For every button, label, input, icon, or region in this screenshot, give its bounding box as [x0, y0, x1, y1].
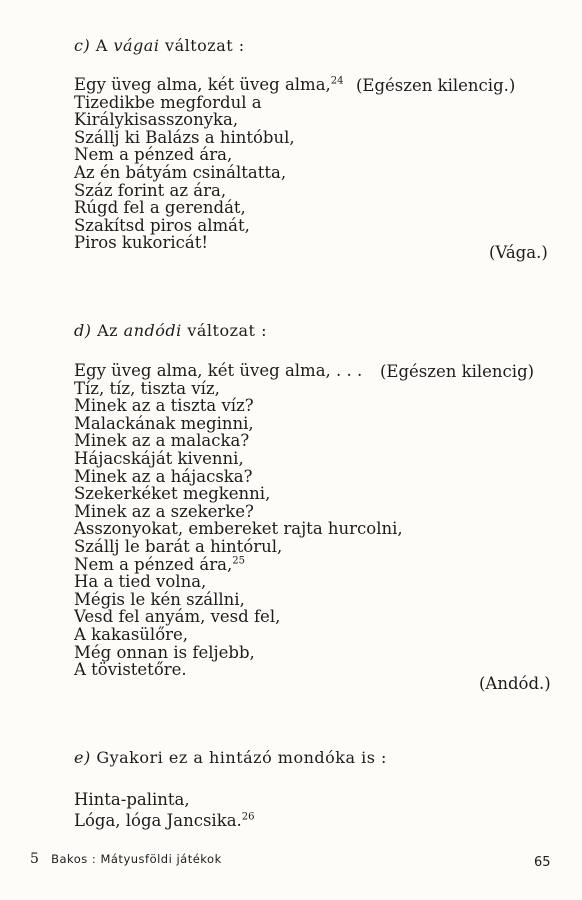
verse-line: Még onnan is feljebb,	[74, 642, 255, 662]
verse-line: Vesd fel anyám, vesd fel,	[74, 607, 281, 627]
footnote-ref: 24	[330, 75, 344, 87]
verse-line: Minek az a tiszta víz?	[74, 396, 254, 416]
section-d-location: (Andód.)	[479, 674, 551, 693]
signature-mark: 5	[30, 851, 39, 867]
section-e-letter: e)	[74, 748, 91, 767]
verse-line: Piros kukoricát!	[74, 233, 208, 253]
section-d-text-before: Az	[97, 321, 119, 340]
verse-line	[74, 556, 403, 574]
verse-line	[74, 76, 344, 94]
verse-line: Nem a pénzed ára,	[74, 145, 233, 165]
section-c-text-before: A	[95, 36, 108, 55]
verse-line: Asszonyokat, embereket rajta hurcolni,	[74, 519, 403, 539]
page-footer	[30, 851, 222, 867]
verse-line: Rúgd fel a gerendát,	[74, 198, 246, 218]
book-title: Bakos : Mátyusföldi játékok	[51, 852, 222, 866]
section-d-letter: d)	[74, 321, 92, 340]
verse-line: Hinta-palinta,	[74, 790, 190, 809]
page-number: 65	[534, 855, 551, 870]
verse-line: Minek az a szekerke?	[74, 501, 254, 521]
section-e-line2: Lóga, lóga Jancsika.	[74, 811, 242, 830]
verse-line: A kakasülőre,	[74, 624, 189, 644]
section-c-location: (Vága.)	[489, 243, 548, 262]
verse-line: Szállj ki Balázs a hintóbul,	[74, 127, 295, 147]
section-d-heading	[74, 321, 267, 340]
verse-line: Minek az a malacka?	[74, 431, 250, 451]
section-c-aside: (Egészen kilencig.)	[356, 76, 516, 95]
section-c-letter: c)	[74, 36, 91, 55]
verse-line: Minek az a hájacska?	[74, 466, 253, 486]
verse-line: Egy üveg alma, két üveg alma, . . .	[74, 361, 363, 380]
verse-line: Ha a tied volna,	[74, 572, 207, 592]
section-e-verse	[74, 789, 255, 831]
section-c-name: vágai	[113, 36, 160, 55]
verse-line: Hájacskáját kivenni,	[74, 448, 244, 468]
section-d-name: andódi	[123, 321, 182, 340]
section-c-text-after: változat :	[165, 36, 245, 55]
verse-line: Szakítsd piros almát,	[74, 215, 250, 235]
section-c-verse	[74, 76, 344, 252]
footnote-ref: 26	[241, 811, 255, 823]
verse-line: Szekerkéket megkenni,	[74, 484, 271, 504]
verse-line: Malackának meginni,	[74, 413, 254, 433]
verse-line: Száz forint az ára,	[74, 180, 227, 200]
section-e-text: Gyakori ez a hintázó mondóka is :	[96, 748, 387, 767]
verse-line: Tizedikbe megfordul a	[74, 92, 262, 112]
section-c-heading	[74, 36, 245, 55]
verse-line: Mégis le kén szállni,	[74, 589, 245, 609]
verse-line: Szállj le barát a hintórul,	[74, 536, 283, 556]
section-d-text-after: változat :	[187, 321, 267, 340]
section-e-heading	[74, 748, 387, 767]
section-d-aside: (Egészen kilencig)	[380, 362, 535, 381]
verse-line: Tíz, tíz, tiszta víz,	[74, 378, 220, 398]
footnote-ref: 25	[232, 555, 245, 567]
verse-line: Királykisasszonyka,	[74, 110, 239, 130]
verse-line	[74, 810, 255, 831]
section-d-note-line: Nem a pénzed ára,	[74, 554, 233, 574]
verse-line: A tövistetőre.	[74, 660, 187, 680]
verse-line: Az én bátyám csináltatta,	[74, 162, 287, 182]
section-d-verse	[74, 362, 403, 679]
section-c-first-line: Egy üveg alma, két üveg alma,	[74, 75, 331, 94]
